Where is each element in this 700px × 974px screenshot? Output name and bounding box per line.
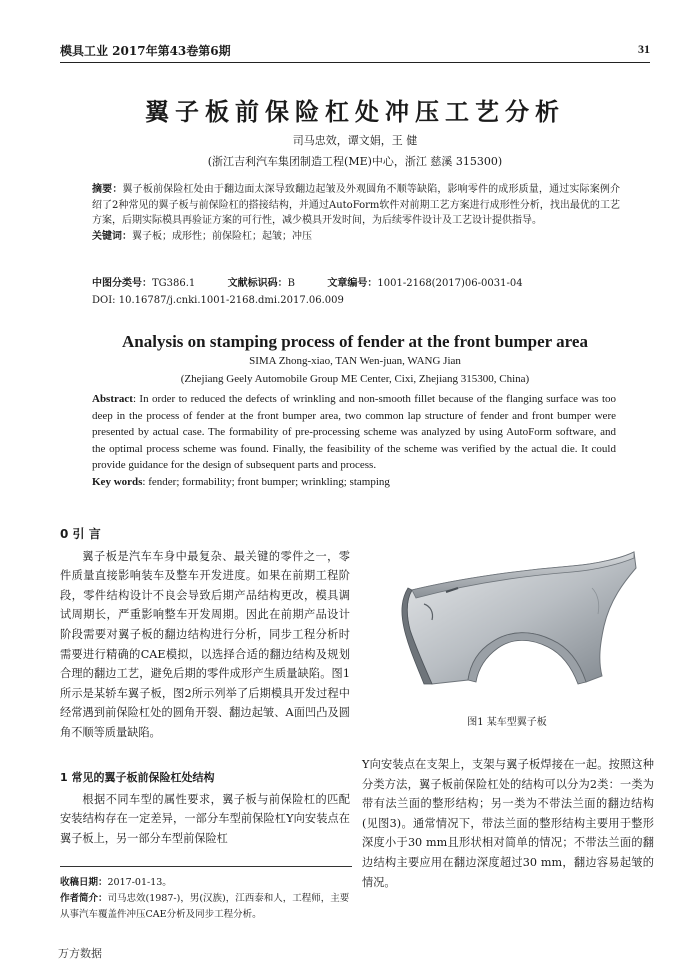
right-column-text	[362, 755, 654, 892]
abstract-cn-label: 摘要：	[92, 184, 123, 195]
keywords-en	[92, 474, 616, 491]
article-no-label: 文章编号：	[327, 278, 378, 289]
journal-name: 模具工业 2017年第43卷第6期	[60, 44, 231, 58]
running-header	[60, 40, 650, 63]
fender-drawing	[372, 548, 642, 696]
right-column-paragraph: Y向安装点在支架上，支架与翼子板焊接在一起。按照这种分类方法，翼子板前保险杠处的结构可以分为2类：一类为带有法兰面的整形结构；另一类为不带法兰面的翻边结构(见图3)。通常情况下，带法兰面的整形结构主要用于整形深度小于30 mm且形状相对简单的情况；不带法兰面的翻边结构主要应用在翻边深度超过30 mm，翻边容易起皱的情况。	[362, 758, 654, 889]
doc-code-label: 文献标识码：	[227, 278, 288, 289]
figure-1-fender-image	[372, 548, 642, 696]
abstract-cn	[92, 182, 620, 244]
doc-code-value: B	[287, 278, 296, 289]
paper-title-en: Analysis on stamping process of fender at the front bumper area	[122, 332, 588, 351]
page-number: 31	[638, 42, 650, 56]
doi-line: DOI: 10.16787/j.cnki.1001-2168.dmi.2017.06.009	[92, 295, 344, 306]
received-date	[60, 875, 352, 891]
abstract-en-label: Abstract	[92, 393, 133, 405]
affiliation-cn: (浙江吉利汽车集团制造工程(ME)中心，浙江 慈溪 315300)	[207, 155, 503, 168]
author-bio-text: 司马忠效(1987-)，男(汉族)，江西泰和人，工程师，主要从事汽车覆盖件冲压CAE分析及同步工程分析。	[60, 893, 350, 920]
abstract-en	[92, 391, 616, 491]
section-0-text: 翼子板是汽车车身中最复杂、最关键的零件之一，零件质量直接影响装车及整车开发进度。如果在前期工程阶段，零件结构设计不良会导致后期产品结构更改，模具调试周期长，严重影响整车开发周期。因此在前期产品设计阶段需要对翼子板的翻边结构进行分析，同步工程分析时需要进行精确的CAE模拟，以选择合适的翻边结构及规划合理的翻边工艺，避免后期的零件成形产生质量缺陷。图1所示是某轿车翼子板，图2所示列举了后期模具开发过程中经常遇到前保险杠处的圆角开裂、翻边起皱、A面凹凸及圆角不顺等质量缺陷。	[60, 549, 350, 739]
keywords-cn-label: 关键词：	[92, 230, 132, 242]
affiliation-en: (Zhejiang Geely Automobile Group ME Center, Cixi, Zhejiang 315300, China)	[180, 373, 530, 385]
keywords-cn-text: 翼子板；成形性；前保险杠；起皱；冲压	[132, 230, 312, 242]
footnote	[60, 866, 352, 923]
received-label: 收稿日期：	[60, 877, 108, 888]
abstract-en-text: : In order to reduced the defects of wrinkling and non-smooth fillet because of the flanging surface was too deep in the process of fender at the front bumper area, two common lap structure of fender and front bumper were presented by actual case. The formability of pre-processing scheme was analyzed by using AutoForm software, and the optimal process scheme was found. Finally, the feasibility of the scheme was verified by the actual die. It could provide guidance for the design of subsequent parts and process.	[92, 393, 616, 472]
abstract-cn-text: 翼子板前保险杠处由于翻边面太深导致翻边起皱及外观圆角不顺等缺陷，影响零件的成形质量，通过实际案例介绍了2种常见的翼子板与前保险杠的搭接结构，并通过AutoForm软件对前期工艺方案进行成形性分析，找出最优的工艺方案，后期实际模具再验证方案的可行性，减少模具开发时间，为后续零件设计及工艺设计提供指导。	[92, 184, 621, 226]
section-0-heading: 0 引 言	[60, 527, 101, 541]
figure-1-caption: 图1 某车型翼子板	[467, 717, 547, 728]
section-0	[60, 525, 350, 743]
article-no-value: 1001-2168(2017)06-0031-04	[377, 278, 523, 289]
abstract-en-body	[92, 391, 616, 474]
author-bio	[60, 891, 352, 923]
keywords-cn	[92, 229, 620, 245]
clc-label: 中图分类号：	[92, 278, 152, 289]
received-value: 2017-01-13。	[107, 877, 172, 888]
watermark-text: 万方数据	[58, 947, 102, 960]
classification-line	[92, 276, 632, 292]
clc-value: TG386.1	[152, 278, 196, 289]
author-bio-label: 作者简介：	[60, 893, 108, 904]
section-1	[60, 768, 350, 848]
keywords-en-label: Key words	[92, 475, 143, 488]
section-1-text: 根据不同车型的属性要求，翼子板与前保险杠的匹配安装结构存在一定差异，一部分车型前保险杠Y向安装点在翼子板上，另一部分车型前保险杠	[60, 792, 350, 845]
keywords-en-text: : fender; formability; front bumper; wrinkling; stamping	[142, 475, 390, 488]
paper-title-cn: 翼子板前保险杠处冲压工艺分析	[145, 98, 565, 126]
authors-en: SIMA Zhong-xiao, TAN Wen-juan, WANG Jian	[249, 355, 461, 367]
section-1-heading: 1 常见的翼子板前保险杠处结构	[60, 771, 215, 784]
abstract-cn-body	[92, 182, 620, 229]
authors-cn: 司马忠效，谭文娟，王 健	[292, 134, 418, 147]
